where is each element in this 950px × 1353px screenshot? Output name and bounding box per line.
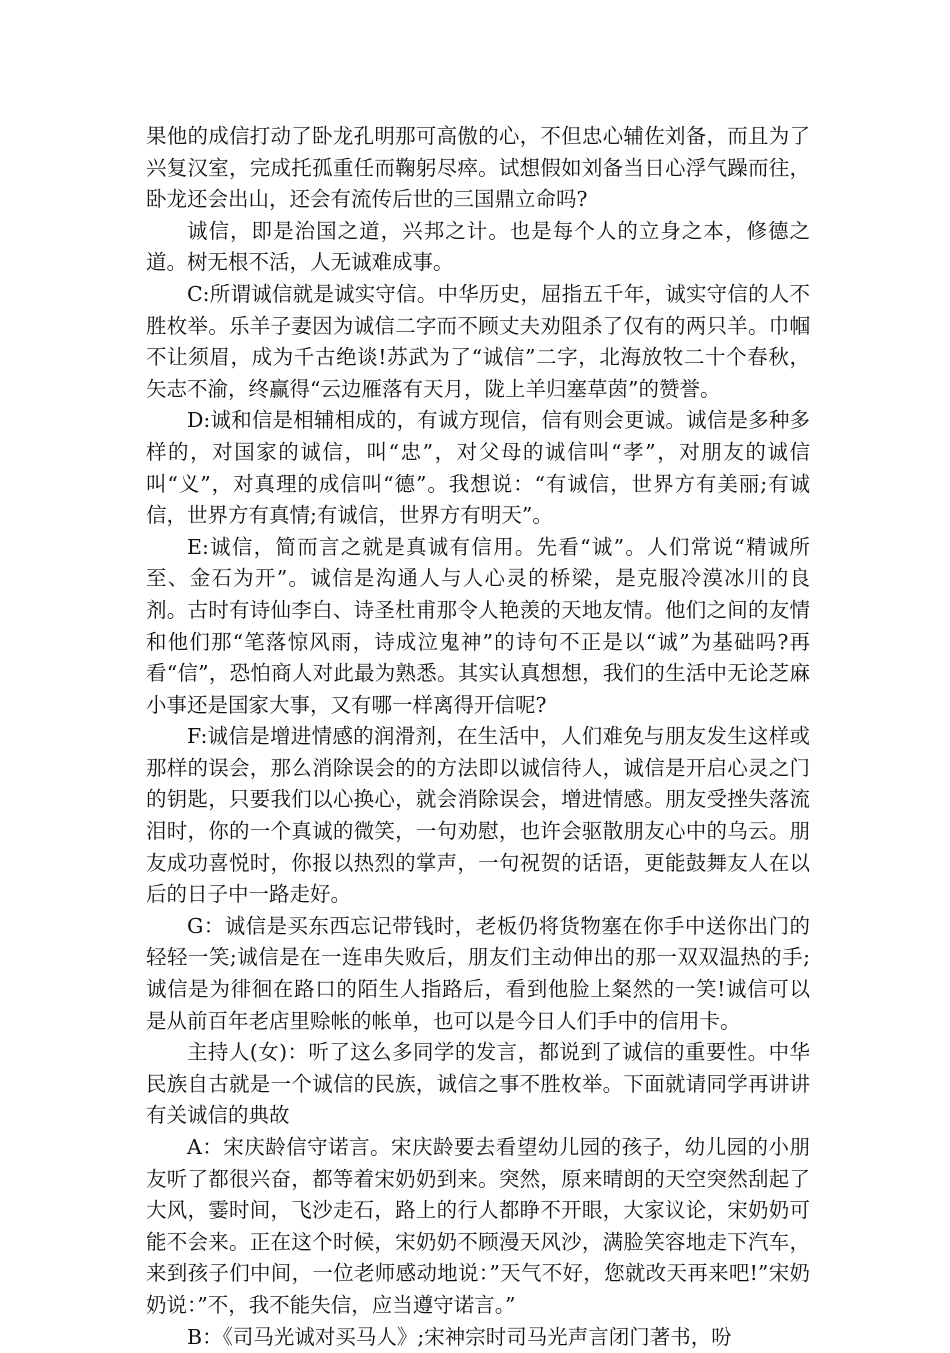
paragraph-c: C:所谓诚信就是诚实守信。中华历史，屈指五千年，诚实守信的人不胜枚举。乐羊子妻因为诚信二字而不顾丈夫劝阻杀了仅有的两只羊。巾帼不让须眉，成为千古绝谈!苏武为了“诚信”二字，北海放牧二十个春秋，矢志不渝，终赢得“云边雁落有天月，陇上羊归塞草茵”的赞誉。 (146, 281, 810, 401)
paragraph-host: 主持人(女)：听了这么多同学的发言，都说到了诚信的重要性。中华民族自古就是一个诚信的民族，诚信之事不胜枚举。下面就请同学再讲讲有关诚信的典故 (146, 1040, 810, 1128)
document-body (146, 121, 810, 1353)
paragraph-continued: 果他的成信打动了卧龙孔明那可高傲的心，不但忠心辅佐刘备，而且为了兴复汉室，完成托孤重任而鞠躬尽瘁。试想假如刘备当日心浮气躁而往，卧龙还会出山，还会有流传后世的三国鼎立命吗? (146, 124, 810, 212)
paragraph-g: G：诚信是买东西忘记带钱时，老板仍将货物塞在你手中送你出门的轻轻一笑;诚信是在一连串失败后，朋友们主动伸出的那一双双温热的手;诚信是为徘徊在路口的陌生人指路后，看到他脸上粲然的一笑!诚信可以是从前百年老店里赊帐的帐单，也可以是今日人们手中的信用卡。 (146, 913, 810, 1033)
paragraph-f: F:诚信是增进情感的润滑剂，在生活中，人们难免与朋友发生这样或那样的误会，那么消除误会的的方法即以诚信待人，诚信是开启心灵之门的钥匙，只要我们以心换心，就会消除误会，增进情感。朋友受挫失落流泪时，你的一个真诚的微笑，一句劝慰，也许会驱散朋友心中的乌云。朋友成功喜悦时，你报以热烈的掌声，一句祝贺的话语，更能鼓舞友人在以后的日子中一路走好。 (146, 724, 810, 907)
paragraph-b: B：《司马光诚对买马人》;宋神宗时司马光声言闭门著书，吩 (187, 1324, 732, 1349)
paragraph-a: A：宋庆龄信守诺言。宋庆龄要去看望幼儿园的孩子，幼儿园的小朋友听了都很兴奋，都等着宋奶奶到来。突然，原来晴朗的天空突然刮起了大风，霎时间，飞沙走石，路上的行人都睁不开眼，大家议论，宋奶奶可能不会来。正在这个时候，宋奶奶不顾漫天风沙，满脸笑容地走下汽车，来到孩子们中间，一位老师感动地说：”天气不好，您就改天再来吧!”宋奶奶说：”不，我不能失信，应当遵守诺言。” (146, 1135, 810, 1317)
paragraph: 诚信，即是治国之道，兴邦之计。也是每个人的立身之本，修德之道。树无根不活，人无诚难成事。 (146, 218, 810, 275)
paragraph-d: D:诚和信是相辅相成的，有诚方现信，信有则会更诚。诚信是多种多样的，对国家的诚信，叫“忠”，对父母的诚信叫“孝”，对朋友的诚信叫“义”，对真理的成信叫“德”。我想说：“有诚信，世界方有美丽;有诚信，世界方有真情;有诚信，世界方有明天”。 (146, 408, 810, 528)
paragraph-e: E:诚信，简而言之就是真诚有信用。先看“诚”。人们常说“精诚所至、金石为开”。诚信是沟通人与人心灵的桥梁，是克服冷漠冰川的良剂。古时有诗仙李白、诗圣杜甫那令人艳羡的天地友情。他们之间的友情和他们那“笔落惊风雨，诗成泣鬼神”的诗句不正是以“诚”为基础吗?再看“信”，恐怕商人对此最为熟悉。其实认真想想，我们的生活中无论芝麻小事还是国家大事，又有哪一样离得开信呢? (146, 534, 810, 717)
